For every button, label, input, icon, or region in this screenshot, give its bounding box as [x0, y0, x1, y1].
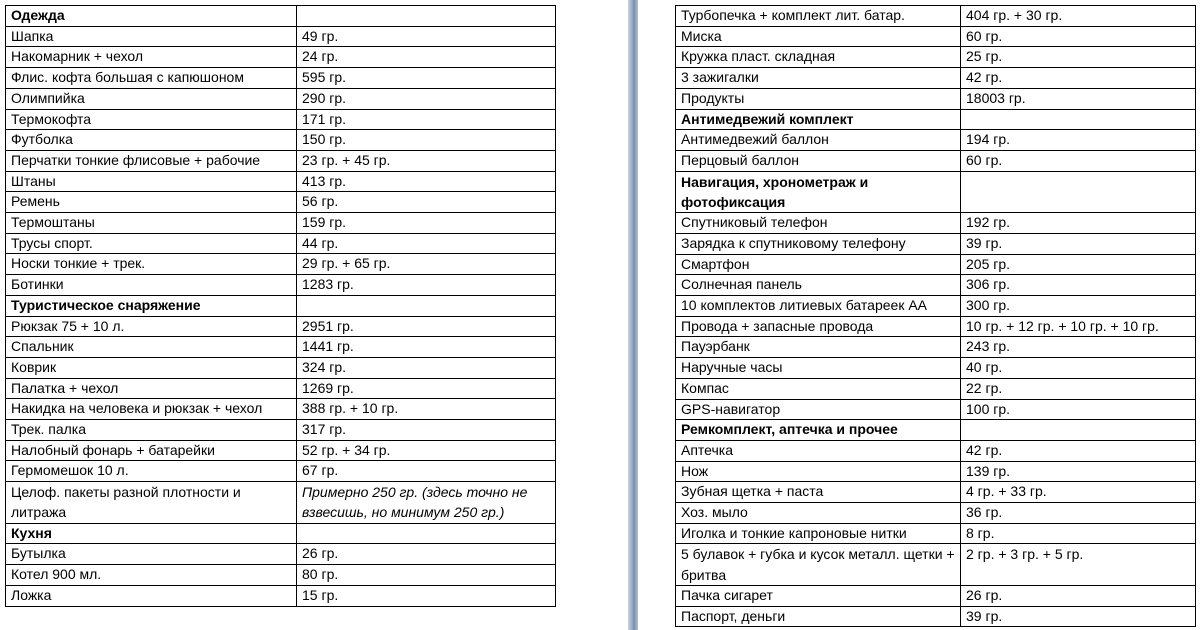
- table-row: [6, 192, 556, 213]
- item-name: Термокофта: [6, 109, 297, 130]
- item-weight: 2951 гр.: [297, 316, 556, 337]
- item-weight: 150 гр.: [297, 130, 556, 151]
- item-weight: 26 гр.: [961, 586, 1196, 607]
- item-name: Накомарник + чехол: [6, 47, 297, 68]
- item-weight: 139 гр.: [961, 461, 1196, 482]
- item-weight: 1269 гр.: [297, 378, 556, 399]
- item-name: Миска: [676, 26, 961, 47]
- item-weight: 10 гр. + 12 гр. + 10 гр. + 10 гр.: [961, 316, 1196, 337]
- item-weight: 39 гр.: [961, 233, 1196, 254]
- table-row: [676, 358, 1196, 379]
- item-weight: 42 гр.: [961, 68, 1196, 89]
- item-weight: 300 гр.: [961, 296, 1196, 317]
- item-name: Антимедвежий баллон: [676, 130, 961, 151]
- item-name: Солнечная панель: [676, 275, 961, 296]
- item-weight: 317 гр.: [297, 420, 556, 441]
- item-weight: 205 гр.: [961, 254, 1196, 275]
- table-row: [676, 378, 1196, 399]
- item-name: Перчатки тонкие флисовые + рабочие: [6, 150, 297, 171]
- item-weight: 18003 гр.: [961, 88, 1196, 109]
- item-name: Зубная щетка + паста: [676, 482, 961, 503]
- table-row: [6, 420, 556, 441]
- item-weight: 22 гр.: [961, 378, 1196, 399]
- table-row: [676, 130, 1196, 151]
- item-name: Налобный фонарь + батарейки: [6, 440, 297, 461]
- item-weight: 80 гр.: [297, 565, 556, 586]
- table-row: [676, 88, 1196, 109]
- item-name: Термоштаны: [6, 213, 297, 234]
- table-row: [676, 440, 1196, 461]
- item-weight: 194 гр.: [961, 130, 1196, 151]
- table-row: [676, 275, 1196, 296]
- table-row: [6, 399, 556, 420]
- section-header-row: [676, 171, 1196, 213]
- item-weight: 39 гр.: [961, 606, 1196, 627]
- item-weight: 44 гр.: [297, 233, 556, 254]
- equipment-table-right-body: [676, 6, 1196, 627]
- item-name: Трек. палка: [6, 420, 297, 441]
- table-row: [676, 316, 1196, 337]
- table-row: [6, 378, 556, 399]
- table-row: [6, 585, 556, 606]
- item-weight: [961, 171, 1196, 213]
- section-title: Одежда: [6, 6, 297, 27]
- item-name: 10 комплектов литиевых батареек АА: [676, 296, 961, 317]
- item-name: Паспорт, деньги: [676, 606, 961, 627]
- table-row: [6, 254, 556, 275]
- item-name: Олимпийка: [6, 88, 297, 109]
- item-name: Футболка: [6, 130, 297, 151]
- item-weight: 40 гр.: [961, 358, 1196, 379]
- table-row: [676, 337, 1196, 358]
- item-weight: 306 гр.: [961, 275, 1196, 296]
- item-weight: Примерно 250 гр. (здесь точно не взвесишь, но минимум 250 гр.): [297, 482, 556, 524]
- item-weight: 4 гр. + 33 гр.: [961, 482, 1196, 503]
- table-row: [676, 213, 1196, 234]
- section-title: Туристическое снаряжение: [6, 295, 297, 316]
- table-row: [6, 461, 556, 482]
- item-weight: [961, 420, 1196, 441]
- section-header-row: [676, 420, 1196, 441]
- item-name: Бутылка: [6, 544, 297, 565]
- table-row: [676, 6, 1196, 27]
- item-name: Продукты: [676, 88, 961, 109]
- item-name: Носки тонкие + трек.: [6, 254, 297, 275]
- item-weight: 388 гр. + 10 гр.: [297, 399, 556, 420]
- section-title: Ремкомплект, аптечка и прочее: [676, 420, 961, 441]
- table-row: [676, 523, 1196, 544]
- item-weight: 243 гр.: [961, 337, 1196, 358]
- item-weight: [297, 523, 556, 544]
- item-name: Перцовый баллон: [676, 150, 961, 171]
- table-row: [676, 296, 1196, 317]
- item-weight: 413 гр.: [297, 171, 556, 192]
- item-weight: 56 гр.: [297, 192, 556, 213]
- item-name: Флис. кофта большая с капюшоном: [6, 68, 297, 89]
- item-weight: 1283 гр.: [297, 275, 556, 296]
- table-row: [676, 233, 1196, 254]
- item-weight: 67 гр.: [297, 461, 556, 482]
- item-name: Нож: [676, 461, 961, 482]
- item-weight: 23 гр. + 45 гр.: [297, 150, 556, 171]
- item-name: Пауэрбанк: [676, 337, 961, 358]
- item-weight: [961, 109, 1196, 130]
- table-row: [676, 150, 1196, 171]
- item-weight: 290 гр.: [297, 88, 556, 109]
- item-name: Целоф. пакеты разной плотности и литража: [6, 482, 297, 524]
- item-name: Пачка сигарет: [676, 586, 961, 607]
- table-row: [6, 337, 556, 358]
- equipment-table-left: [5, 5, 556, 607]
- table-row: [6, 150, 556, 171]
- equipment-table-right: [675, 5, 1196, 627]
- item-weight: 2 гр. + 3 гр. + 5 гр.: [961, 544, 1196, 586]
- table-row: [676, 26, 1196, 47]
- table-row: [676, 47, 1196, 68]
- section-header-row: [6, 6, 556, 27]
- item-name: Иголка и тонкие капроновые нитки: [676, 523, 961, 544]
- item-name: Спальник: [6, 337, 297, 358]
- table-row: [676, 68, 1196, 89]
- item-name: Ремень: [6, 192, 297, 213]
- item-weight: 159 гр.: [297, 213, 556, 234]
- table-row: [6, 47, 556, 68]
- item-name: Хоз. мыло: [676, 503, 961, 524]
- item-name: Наручные часы: [676, 358, 961, 379]
- item-name: Рюкзак 75 + 10 л.: [6, 316, 297, 337]
- item-weight: 1441 гр.: [297, 337, 556, 358]
- item-name: Гермомешок 10 л.: [6, 461, 297, 482]
- table-row: [6, 109, 556, 130]
- table-row: [676, 606, 1196, 627]
- table-row: [6, 316, 556, 337]
- table-row: [6, 68, 556, 89]
- table-row: [676, 399, 1196, 420]
- table-row: [6, 544, 556, 565]
- item-weight: 171 гр.: [297, 109, 556, 130]
- item-weight: 26 гр.: [297, 544, 556, 565]
- item-name: Коврик: [6, 357, 297, 378]
- table-row: [6, 565, 556, 586]
- section-title: Навигация, хронометраж и фотофиксация: [676, 171, 961, 213]
- item-weight: 15 гр.: [297, 585, 556, 606]
- item-weight: 42 гр.: [961, 440, 1196, 461]
- item-weight: 36 гр.: [961, 503, 1196, 524]
- item-name: Шапка: [6, 26, 297, 47]
- table-row: [6, 357, 556, 378]
- item-name: Аптечка: [676, 440, 961, 461]
- table-row: [6, 130, 556, 151]
- item-weight: 60 гр.: [961, 150, 1196, 171]
- table-row: [676, 254, 1196, 275]
- table-row: [676, 586, 1196, 607]
- item-weight: 324 гр.: [297, 357, 556, 378]
- item-name: Зарядка к спутниковому телефону: [676, 233, 961, 254]
- table-row: [6, 482, 556, 524]
- table-row: [6, 213, 556, 234]
- table-row: [6, 233, 556, 254]
- item-name: 3 зажигалки: [676, 68, 961, 89]
- item-weight: [297, 6, 556, 27]
- page-divider: [628, 0, 638, 630]
- section-header-row: [676, 109, 1196, 130]
- table-row: [676, 544, 1196, 586]
- section-title: Антимедвежий комплект: [676, 109, 961, 130]
- item-weight: 404 гр. + 30 гр.: [961, 6, 1196, 27]
- item-name: Ложка: [6, 585, 297, 606]
- item-name: 5 булавок + губка и кусок металл. щетки + бритва: [676, 544, 961, 586]
- table-row: [676, 461, 1196, 482]
- table-row: [6, 88, 556, 109]
- table-row: [676, 482, 1196, 503]
- table-row: [6, 26, 556, 47]
- item-name: Ботинки: [6, 275, 297, 296]
- item-name: Палатка + чехол: [6, 378, 297, 399]
- item-name: Смартфон: [676, 254, 961, 275]
- section-header-row: [6, 523, 556, 544]
- item-name: Спутниковый телефон: [676, 213, 961, 234]
- table-row: [6, 440, 556, 461]
- item-name: Кружка пласт. складная: [676, 47, 961, 68]
- item-weight: 25 гр.: [961, 47, 1196, 68]
- item-name: Котел 900 мл.: [6, 565, 297, 586]
- item-weight: 24 гр.: [297, 47, 556, 68]
- section-header-row: [6, 295, 556, 316]
- item-weight: 60 гр.: [961, 26, 1196, 47]
- item-name: GPS-навигатор: [676, 399, 961, 420]
- item-name: Штаны: [6, 171, 297, 192]
- section-title: Кухня: [6, 523, 297, 544]
- item-weight: [297, 295, 556, 316]
- item-weight: 100 гр.: [961, 399, 1196, 420]
- table-row: [676, 503, 1196, 524]
- item-weight: 49 гр.: [297, 26, 556, 47]
- item-weight: 595 гр.: [297, 68, 556, 89]
- table-row: [6, 171, 556, 192]
- item-name: Турбопечка + комплект лит. батар.: [676, 6, 961, 27]
- item-weight: 52 гр. + 34 гр.: [297, 440, 556, 461]
- item-name: Накидка на человека и рюкзак + чехол: [6, 399, 297, 420]
- item-weight: 8 гр.: [961, 523, 1196, 544]
- item-name: Трусы спорт.: [6, 233, 297, 254]
- table-row: [6, 275, 556, 296]
- item-weight: 29 гр. + 65 гр.: [297, 254, 556, 275]
- item-name: Провода + запасные провода: [676, 316, 961, 337]
- equipment-table-left-body: [6, 6, 556, 607]
- item-weight: 192 гр.: [961, 213, 1196, 234]
- item-name: Компас: [676, 378, 961, 399]
